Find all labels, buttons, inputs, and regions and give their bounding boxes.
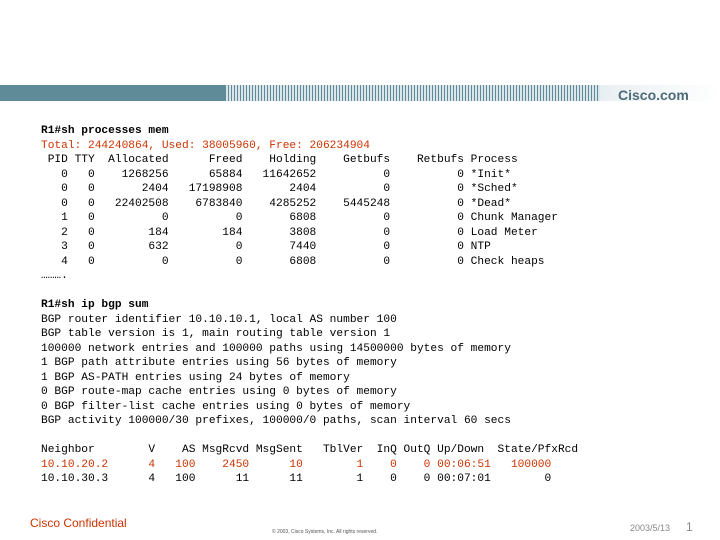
slide-date: 2003/5/13 [630,523,671,533]
bgp-summary-line: 1 BGP path attribute entries using 56 bytes of memory [41,357,397,369]
header-banner [0,85,720,101]
bgp-summary-line: BGP activity 100000/30 prefixes, 100000/0 paths, scan interval 60 secs [41,415,511,427]
neighbor-row: 10.10.30.3 4 100 11 11 1 0 0 00:07:01 0 [41,473,552,485]
output-ellipsis: ………. [41,270,68,282]
copyright-notice: © 2003, Cisco Systems, Inc. All rights reserved. [272,529,378,535]
bgp-summary-line: 0 BGP route-map cache entries using 0 bytes of memory [41,386,397,398]
bgp-summary-line: 0 BGP filter-list cache entries using 0 bytes of memory [41,400,411,413]
banner-solid-bar [0,85,225,101]
command-show-processes: R1#sh processes mem [41,125,169,137]
command-show-bgp-summary: R1#sh ip bgp sum [41,299,149,311]
process-row: 3 0 632 0 7440 0 0 NTP [41,241,491,253]
cisco-logo: Cisco.com [618,87,689,103]
neighbor-row: 10.10.20.2 4 100 2450 10 1 0 0 00:06:51 100000 [41,458,552,471]
page-number: 1 [686,520,693,534]
process-row: 0 0 22402508 6783840 4285252 5445248 0 *Dead* [41,197,511,210]
bgp-summary-line: 100000 network entries and 100000 paths using 14500000 bytes of memory [41,342,511,355]
memory-total-line: Total: 244240864, Used: 38005960, Free: 206234904 [41,139,370,152]
process-row: 2 0 184 184 3808 0 0 Load Meter [41,226,538,239]
process-row: 0 0 2404 17198908 2404 0 0 *Sched* [41,183,518,195]
process-row: 0 0 1268256 65884 11642652 0 0 *Init* [41,168,511,181]
confidential-label: Cisco Confidential [30,516,127,530]
banner-striped-bar [225,85,600,101]
bgp-summary-line: BGP router identifier 10.10.10.1, local AS number 100 [41,313,397,326]
terminal-output [41,124,578,487]
process-table-header: PID TTY Allocated Freed Holding Getbufs Retbufs Process [41,154,518,166]
neighbor-table-header: Neighbor V AS MsgRcvd MsgSent TblVer InQ OutQ Up/Down State/PfxRcd [41,444,579,456]
bgp-summary-line: 1 BGP AS-PATH entries using 24 bytes of memory [41,371,350,384]
process-row: 4 0 0 0 6808 0 0 Check heaps [41,255,545,268]
bgp-summary-line: BGP table version is 1, main routing table version 1 [41,328,391,340]
process-row: 1 0 0 0 6808 0 0 Chunk Manager [41,212,558,224]
